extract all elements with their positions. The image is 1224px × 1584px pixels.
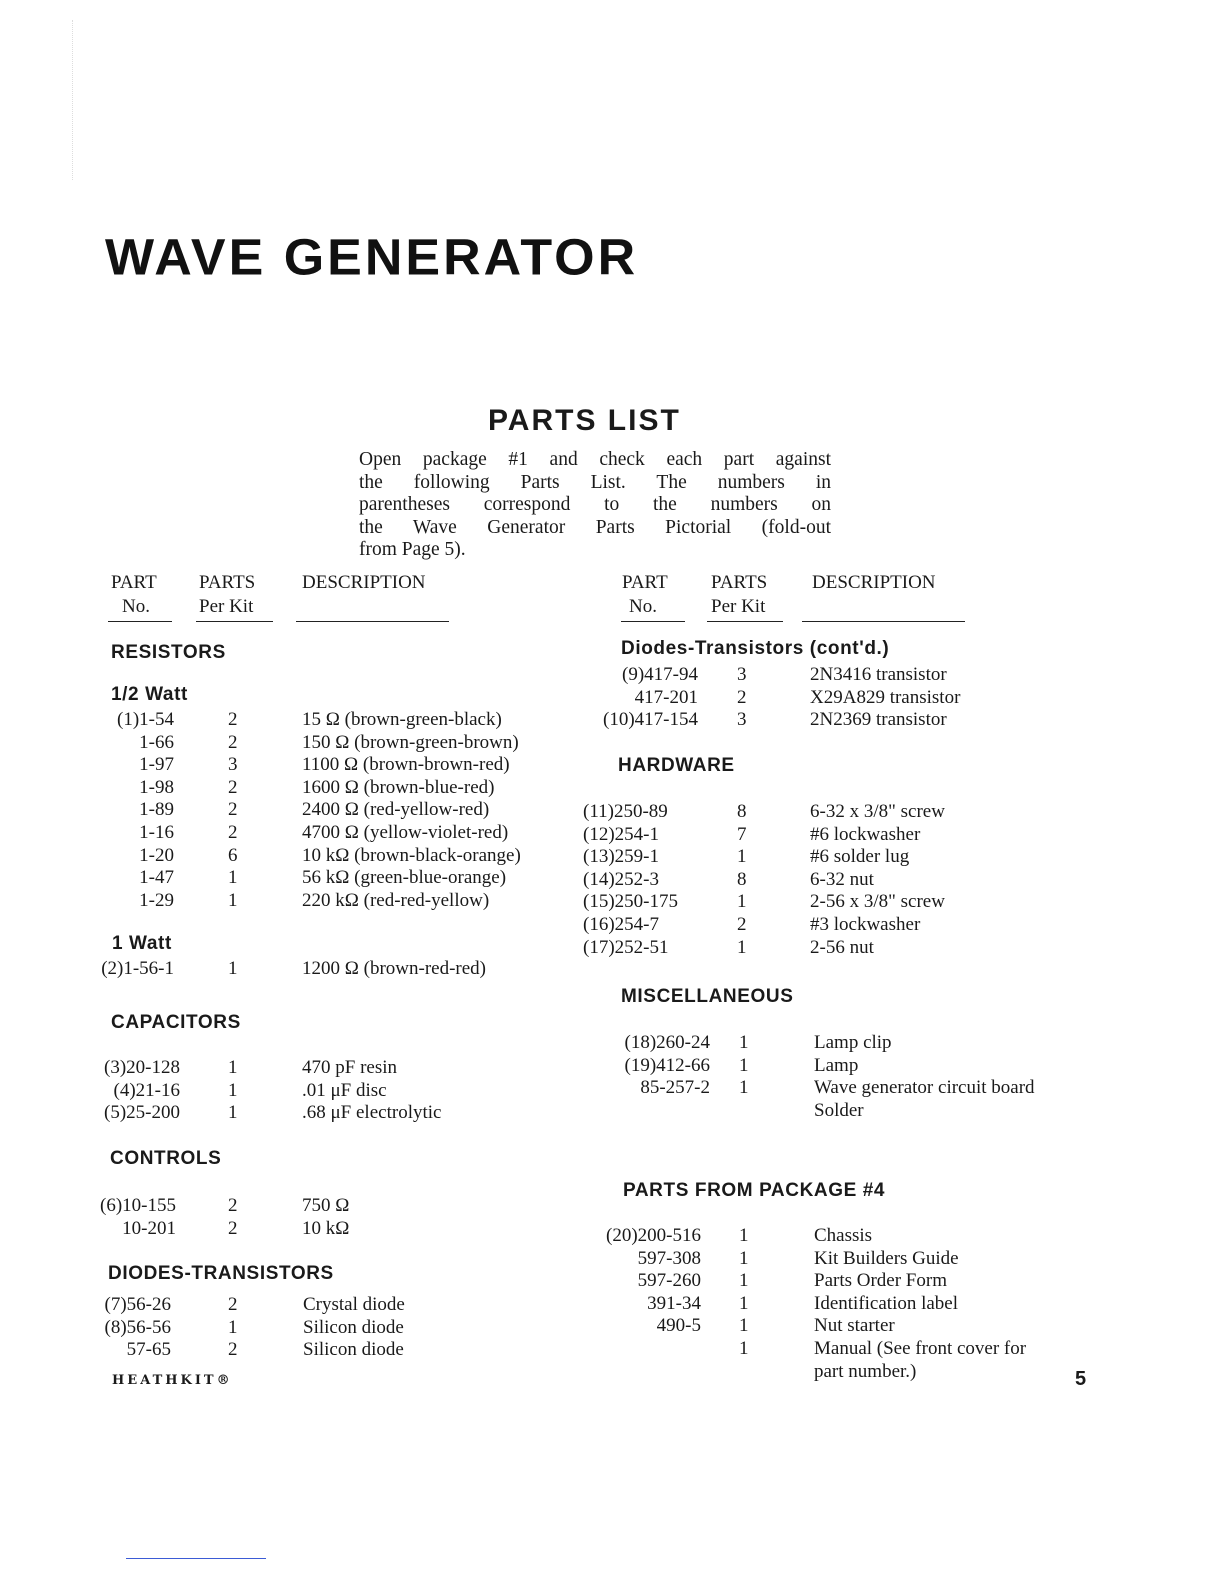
description: Kit Builders Guide bbox=[814, 1247, 959, 1269]
part-number: 1-66 bbox=[139, 731, 174, 753]
description: Silicon diode bbox=[303, 1316, 404, 1338]
header-per-kit: Per Kit bbox=[711, 596, 766, 617]
part-number: 10-201 bbox=[122, 1217, 176, 1239]
description: 750 Ω bbox=[302, 1195, 350, 1216]
quantity: 1 bbox=[739, 1270, 749, 1292]
section-controls: CONTROLS bbox=[110, 1148, 222, 1169]
diode-contd-part-column bbox=[580, 664, 698, 732]
part-number: (14)252-3 bbox=[583, 868, 659, 890]
part-number: (2)1-56-1 bbox=[101, 958, 174, 979]
quantity: 1 bbox=[739, 1054, 749, 1076]
part-number: 1-97 bbox=[139, 754, 174, 776]
misc-part-column bbox=[580, 1032, 710, 1122]
description: Nut starter bbox=[814, 1315, 895, 1337]
quantity: 2 bbox=[228, 1339, 238, 1361]
part-number: (10)417-154 bbox=[603, 709, 698, 731]
misc-qty-column bbox=[739, 1032, 749, 1122]
quantity: 2 bbox=[228, 1217, 238, 1239]
part-number: (6)10-155 bbox=[100, 1195, 176, 1216]
description: X29A829 transistor bbox=[810, 686, 961, 708]
description: #6 lockwasher bbox=[810, 823, 921, 845]
quantity: 2 bbox=[228, 709, 238, 730]
quantity: 1 bbox=[737, 936, 747, 958]
part-number: (17)252-51 bbox=[583, 936, 669, 958]
quantity: 3 bbox=[737, 709, 747, 731]
part-number: (1)1-54 bbox=[117, 709, 174, 730]
subsection-one-watt: 1 Watt bbox=[112, 933, 172, 954]
quantity: 1 bbox=[739, 1247, 749, 1269]
part-number: (18)260-24 bbox=[624, 1032, 710, 1053]
description: Crystal diode bbox=[303, 1294, 405, 1315]
part-number: (15)250-175 bbox=[583, 891, 678, 913]
description: Parts Order Form bbox=[814, 1270, 947, 1292]
diode-desc-column bbox=[303, 1294, 405, 1362]
part-number: (16)254-7 bbox=[583, 913, 659, 935]
misc-desc-column bbox=[814, 1032, 1035, 1122]
part-number: 1-89 bbox=[139, 799, 174, 821]
section-diodes-transistors: DIODES-TRANSISTORS bbox=[108, 1263, 334, 1284]
half-watt-desc-column bbox=[302, 709, 521, 912]
description: 56 kΩ (green-blue-orange) bbox=[302, 867, 507, 889]
part-number: 1-47 bbox=[139, 867, 174, 889]
quantity: 1 bbox=[739, 1315, 749, 1337]
part-number: 597-308 bbox=[637, 1247, 701, 1269]
description: 2N2369 transistor bbox=[810, 709, 947, 731]
part-number bbox=[580, 1100, 710, 1123]
part-number: (3)20-128 bbox=[104, 1057, 180, 1078]
quantity: 1 bbox=[739, 1077, 749, 1099]
description: 2N3416 transistor bbox=[810, 664, 947, 685]
control-qty-column bbox=[228, 1195, 238, 1240]
package4-part-column bbox=[580, 1225, 701, 1383]
quantity: 1 bbox=[739, 1337, 749, 1359]
quantity: 1 bbox=[228, 1102, 238, 1124]
quantity: 1 bbox=[228, 1057, 238, 1078]
intro-paragraph bbox=[359, 449, 831, 562]
quantity: 2 bbox=[228, 799, 238, 821]
quantity: 1 bbox=[739, 1032, 749, 1053]
quantity: 1 bbox=[737, 891, 747, 913]
part-number: (9)417-94 bbox=[622, 664, 698, 685]
header-description: DESCRIPTION bbox=[812, 572, 936, 593]
quantity: 6 bbox=[228, 844, 238, 866]
hardware-qty-column bbox=[737, 801, 747, 959]
capacitor-part-column bbox=[84, 1057, 180, 1125]
description: 470 pF resin bbox=[302, 1057, 397, 1078]
description: 6-32 x 3/8" screw bbox=[810, 801, 945, 822]
part-number: (11)250-89 bbox=[583, 801, 668, 822]
part-number: 85-257-2 bbox=[640, 1077, 710, 1099]
description: 2400 Ω (red-yellow-red) bbox=[302, 799, 490, 821]
intro-line: Open package #1 and check each part against bbox=[359, 449, 831, 470]
header-rule bbox=[707, 621, 783, 622]
header-part: PART bbox=[111, 572, 157, 593]
hardware-desc-column bbox=[810, 801, 945, 959]
control-part-column bbox=[84, 1195, 176, 1240]
description: .01 μF disc bbox=[302, 1079, 387, 1101]
section-title: PARTS LIST bbox=[488, 404, 681, 437]
diode-qty-column bbox=[228, 1294, 238, 1362]
part-number: (12)254-1 bbox=[583, 823, 659, 845]
description: Lamp bbox=[814, 1054, 859, 1076]
part-number bbox=[580, 1361, 701, 1384]
description: 2-56 x 3/8" screw bbox=[810, 891, 945, 913]
quantity: 1 bbox=[228, 1316, 238, 1338]
header-rule bbox=[108, 621, 172, 622]
header-no: No. bbox=[629, 596, 657, 617]
header-no: No. bbox=[122, 596, 150, 617]
page-number: 5 bbox=[1075, 1368, 1087, 1390]
quantity: 1 bbox=[739, 1292, 749, 1314]
description: 10 kΩ (brown-black-orange) bbox=[302, 844, 521, 866]
description: 1600 Ω (brown-blue-red) bbox=[302, 776, 495, 798]
subsection-half-watt: 1/2 Watt bbox=[111, 684, 188, 705]
description: 2-56 nut bbox=[810, 936, 874, 958]
part-number: 391-34 bbox=[647, 1292, 701, 1314]
description: 15 Ω (brown-green-black) bbox=[302, 709, 502, 730]
section-parts-from-package-4: PARTS FROM PACKAGE #4 bbox=[623, 1180, 886, 1201]
section-diodes-contd: Diodes-Transistors (cont'd.) bbox=[621, 638, 890, 659]
description: Solder bbox=[814, 1099, 864, 1121]
part-number: 1-98 bbox=[139, 776, 174, 798]
quantity: 3 bbox=[228, 754, 238, 776]
header-part: PART bbox=[622, 572, 668, 593]
quantity: 1 bbox=[739, 1225, 749, 1246]
header-per-kit: Per Kit bbox=[199, 596, 254, 617]
part-number: 57-65 bbox=[126, 1339, 171, 1361]
quantity: 2 bbox=[737, 913, 747, 935]
quantity: 8 bbox=[737, 868, 747, 890]
capacitor-desc-column bbox=[302, 1057, 441, 1125]
part-number: 1-16 bbox=[139, 821, 174, 843]
description: 220 kΩ (red-red-yellow) bbox=[302, 889, 490, 911]
quantity: 2 bbox=[228, 1294, 238, 1315]
description: Silicon diode bbox=[303, 1339, 404, 1361]
quantity: 2 bbox=[228, 731, 238, 753]
half-watt-qty-column bbox=[228, 709, 238, 912]
part-number: 1-20 bbox=[139, 844, 174, 866]
section-hardware: HARDWARE bbox=[618, 755, 735, 776]
description: 6-32 nut bbox=[810, 868, 874, 890]
package4-qty-column bbox=[739, 1225, 749, 1383]
quantity: 1 bbox=[228, 867, 238, 889]
part-number: (13)259-1 bbox=[583, 846, 659, 868]
intro-line: parentheses correspond to the numbers on bbox=[359, 494, 831, 515]
part-number: (19)412-66 bbox=[624, 1054, 710, 1076]
part-number bbox=[580, 1338, 701, 1361]
quantity: 3 bbox=[737, 664, 747, 685]
header-parts: PARTS bbox=[199, 572, 256, 593]
part-number: (7)56-26 bbox=[104, 1294, 171, 1315]
quantity: 2 bbox=[228, 1195, 238, 1216]
heathkit-logo: HEATHKIT® bbox=[112, 1373, 233, 1388]
one-watt-qty-column bbox=[228, 958, 238, 981]
diode-part-column bbox=[84, 1294, 171, 1362]
description: .68 μF electrolytic bbox=[302, 1102, 442, 1124]
description: part number.) bbox=[814, 1360, 917, 1382]
diode-contd-qty-column bbox=[737, 664, 747, 732]
intro-line: the Wave Generator Parts Pictorial (fold-out bbox=[359, 516, 831, 538]
header-rule bbox=[196, 621, 273, 622]
quantity: 8 bbox=[737, 801, 747, 822]
package4-desc-column bbox=[814, 1225, 1026, 1383]
quantity bbox=[739, 1100, 749, 1123]
section-resistors: RESISTORS bbox=[111, 642, 226, 663]
quantity: 2 bbox=[228, 776, 238, 798]
description: 1100 Ω (brown-brown-red) bbox=[302, 754, 510, 776]
description: Chassis bbox=[814, 1225, 873, 1246]
quantity: 7 bbox=[737, 823, 747, 845]
half-watt-part-column bbox=[84, 709, 174, 912]
quantity: 1 bbox=[737, 846, 747, 868]
quantity: 2 bbox=[228, 821, 238, 843]
description: 10 kΩ bbox=[302, 1217, 350, 1239]
description: Manual (See front cover for bbox=[814, 1337, 1027, 1359]
description: 150 Ω (brown-green-brown) bbox=[302, 731, 519, 753]
quantity bbox=[739, 1361, 749, 1384]
description: Lamp clip bbox=[814, 1032, 892, 1053]
header-description: DESCRIPTION bbox=[302, 572, 426, 593]
control-desc-column bbox=[302, 1195, 349, 1240]
part-number: (4)21-16 bbox=[113, 1079, 180, 1101]
hardware-part-column bbox=[583, 801, 678, 959]
description: #3 lockwasher bbox=[810, 913, 921, 935]
page-title: WAVE GENERATOR bbox=[105, 229, 639, 287]
quantity: 2 bbox=[737, 686, 747, 708]
section-miscellaneous: MISCELLANEOUS bbox=[621, 986, 794, 1007]
one-watt-part-column bbox=[84, 958, 174, 981]
header-rule bbox=[802, 621, 965, 622]
capacitor-qty-column bbox=[228, 1057, 238, 1125]
description: 1200 Ω (brown-red-red) bbox=[302, 958, 486, 979]
scan-speckle bbox=[72, 20, 75, 180]
header-parts: PARTS bbox=[711, 572, 768, 593]
diode-contd-desc-column bbox=[810, 664, 960, 732]
footer-rule bbox=[126, 1558, 266, 1559]
quantity: 1 bbox=[228, 958, 238, 979]
header-rule bbox=[621, 621, 685, 622]
intro-line: from Page 5). bbox=[359, 539, 466, 560]
part-number: (8)56-56 bbox=[104, 1316, 171, 1338]
section-capacitors: CAPACITORS bbox=[111, 1012, 241, 1033]
description: 4700 Ω (yellow-violet-red) bbox=[302, 821, 509, 843]
part-number: 490-5 bbox=[656, 1315, 701, 1337]
quantity: 1 bbox=[228, 1079, 238, 1101]
intro-line: the following Parts List. The numbers in bbox=[359, 471, 831, 493]
description: Wave generator circuit board bbox=[814, 1077, 1035, 1099]
quantity: 1 bbox=[228, 889, 238, 911]
part-number: (20)200-516 bbox=[606, 1225, 701, 1246]
part-number: (5)25-200 bbox=[104, 1102, 180, 1124]
header-rule bbox=[296, 621, 449, 622]
one-watt-desc-column bbox=[302, 958, 486, 981]
description: Identification label bbox=[814, 1292, 959, 1314]
part-number: 597-260 bbox=[637, 1270, 701, 1292]
part-number: 1-29 bbox=[139, 889, 174, 911]
part-number: 417-201 bbox=[634, 686, 698, 708]
description: #6 solder lug bbox=[810, 846, 910, 868]
